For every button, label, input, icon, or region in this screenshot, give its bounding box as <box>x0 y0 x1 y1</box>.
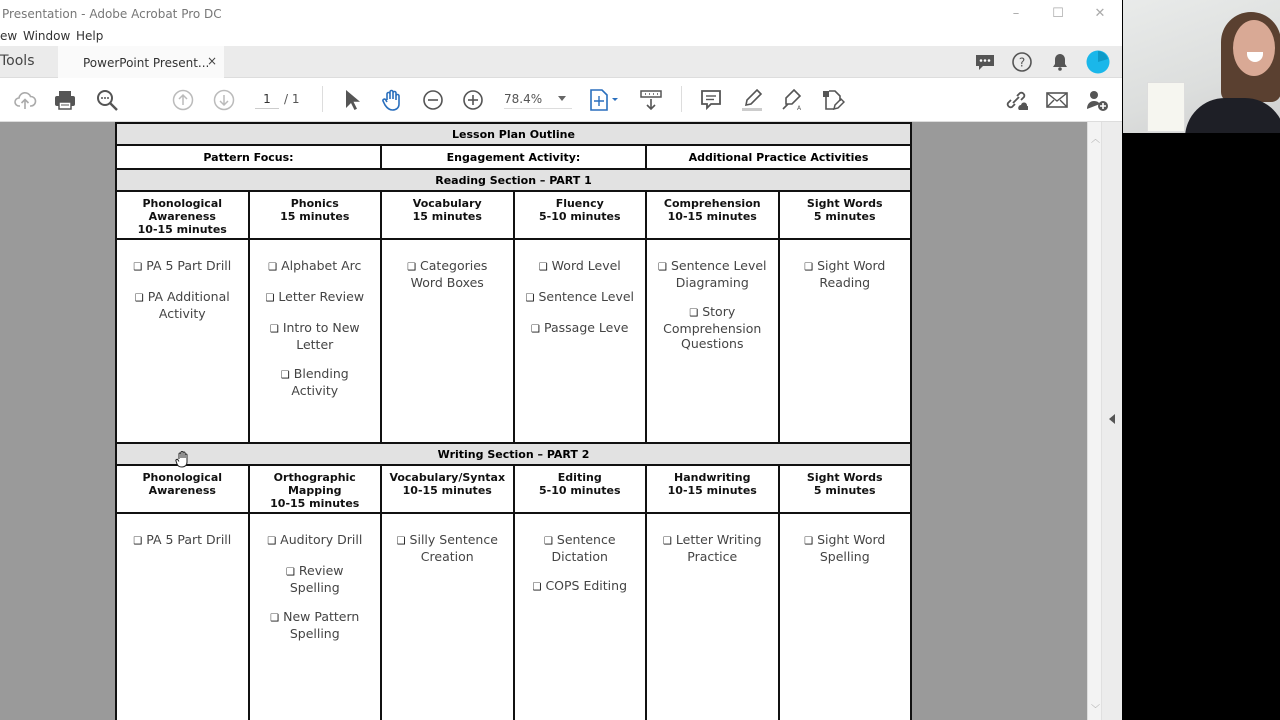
writing-items-row <box>116 513 911 720</box>
toolbar-divider <box>681 86 682 112</box>
checkbox-icon: ❑ <box>280 370 290 381</box>
select-cursor-icon[interactable] <box>340 88 364 112</box>
toolbar-divider <box>322 86 323 112</box>
engagement-activity-label: Engagement Activity: <box>381 145 646 169</box>
wall-poster <box>1147 82 1185 132</box>
column-header: Orthographic Mapping 10-15 minutes <box>249 465 382 513</box>
maximize-button[interactable]: ☐ <box>1052 6 1064 21</box>
table-title-row <box>116 123 911 145</box>
person-body <box>1185 98 1280 133</box>
svg-text:?: ? <box>1018 55 1026 70</box>
svg-text:A: A <box>797 105 802 112</box>
reading-section-heading: Reading Section – PART 1 <box>116 169 911 191</box>
webcam-video <box>1123 0 1280 133</box>
black-background <box>1123 133 1280 720</box>
zoom-in-icon[interactable] <box>461 88 485 112</box>
reading-items-row <box>116 239 911 443</box>
bell-icon[interactable] <box>1049 51 1071 73</box>
cloud-upload-icon[interactable] <box>13 88 37 112</box>
checkbox-icon: ❑ <box>134 293 144 304</box>
activity-cell <box>646 239 779 443</box>
minimize-button[interactable]: – <box>1012 6 1020 21</box>
menu-bar <box>0 28 1122 46</box>
activity-cell <box>249 239 382 443</box>
tab-tools[interactable]: Tools <box>0 53 35 69</box>
list-item: ❑ Letter Writing Practice <box>662 532 762 564</box>
activity-cell <box>116 239 249 443</box>
add-user-icon[interactable] <box>1085 88 1109 112</box>
list-item: ❑ PA Additional Activity <box>134 289 230 321</box>
list-item: ❑ Sight Word Reading <box>804 258 886 290</box>
help-icon[interactable] <box>1011 51 1033 73</box>
list-item: ❑ Passage Leve <box>531 320 629 335</box>
sign-icon[interactable] <box>780 88 804 112</box>
chevron-down-icon <box>558 96 566 101</box>
lesson-plan-table <box>115 122 912 720</box>
writing-section-heading: Writing Section – PART 2 <box>116 443 911 465</box>
email-icon[interactable] <box>1045 88 1069 112</box>
comment-icon[interactable] <box>699 88 723 112</box>
list-item: ❑ Alphabet Arc <box>268 258 362 273</box>
list-item: ❑ Intro to New Letter <box>269 320 360 352</box>
activity-cell <box>779 239 912 443</box>
print-icon[interactable] <box>53 88 77 112</box>
column-header: Vocabulary/Syntax 10-15 minutes <box>381 465 514 513</box>
list-item: ❑ Sentence Dictation <box>543 532 616 564</box>
page-total: / 1 <box>284 92 300 106</box>
tab-document[interactable] <box>58 46 224 78</box>
list-item: ❑ Categories Word Boxes <box>407 258 488 290</box>
list-item: ❑ Letter Review <box>265 289 365 304</box>
column-header: Phonological Awareness 10-15 minutes <box>116 191 249 239</box>
menu-help[interactable]: Help <box>76 29 104 43</box>
list-item: ❑ Silly Sentence Creation <box>396 532 498 564</box>
column-header: Comprehension 10-15 minutes <box>646 191 779 239</box>
column-header: Phonological Awareness <box>116 465 249 513</box>
checkbox-icon: ❑ <box>285 567 295 578</box>
checkbox-icon: ❑ <box>407 262 417 273</box>
activity-cell <box>646 513 779 720</box>
checkbox-icon: ❑ <box>804 536 814 547</box>
activity-cell <box>381 239 514 443</box>
checkbox-icon: ❑ <box>532 582 542 593</box>
list-item: ❑ Review Spelling <box>285 563 344 595</box>
checkbox-icon: ❑ <box>662 536 672 547</box>
chat-icon[interactable] <box>974 51 996 73</box>
list-item: ❑ Sight Word Spelling <box>804 532 886 564</box>
checkbox-icon: ❑ <box>657 262 667 273</box>
checkbox-icon: ❑ <box>525 293 535 304</box>
pdf-page <box>115 122 912 720</box>
column-header: Handwriting 10-15 minutes <box>646 465 779 513</box>
checkbox-icon: ❑ <box>268 262 278 273</box>
hand-tool-icon[interactable] <box>380 88 404 112</box>
scroll-mode-icon[interactable] <box>639 88 663 112</box>
activity-cell <box>514 513 647 720</box>
column-header: Sight Words 5 minutes <box>779 465 912 513</box>
highlight-icon[interactable] <box>740 88 764 112</box>
checkbox-icon: ❑ <box>538 262 548 273</box>
checkbox-icon: ❑ <box>267 536 277 547</box>
activity-cell <box>116 513 249 720</box>
activity-cell <box>381 513 514 720</box>
document-viewport[interactable] <box>0 122 1087 720</box>
reading-section-row <box>116 169 911 191</box>
menu-view[interactable]: ew <box>0 29 18 43</box>
list-item: ❑ COPS Editing <box>532 578 628 593</box>
page-down-icon[interactable] <box>212 88 236 112</box>
tab-document-label: PowerPoint Present... <box>83 56 210 70</box>
focus-row <box>116 145 911 169</box>
activity-cell <box>779 513 912 720</box>
share-link-icon[interactable] <box>1004 88 1028 112</box>
list-item: ❑ Story Comprehension Questions <box>663 304 762 351</box>
person-face <box>1233 20 1275 76</box>
activity-cell <box>514 239 647 443</box>
zoom-level-select[interactable] <box>504 92 572 109</box>
list-item: ❑ Word Level <box>538 258 621 273</box>
zoom-level-value: 78.4% <box>504 92 543 106</box>
list-item: ❑ Sentence Level <box>525 289 635 304</box>
list-item: ❑ PA 5 Part Drill <box>133 258 232 273</box>
profile-avatar[interactable] <box>1086 50 1110 74</box>
list-item: ❑ Blending Activity <box>280 366 349 398</box>
page-number-input[interactable]: 1 <box>255 92 279 109</box>
document-title: Lesson Plan Outline <box>116 123 911 145</box>
checkbox-icon: ❑ <box>804 262 814 273</box>
checkbox-icon: ❑ <box>133 536 143 547</box>
menu-window[interactable]: Window <box>23 29 71 43</box>
column-header: Phonics 15 minutes <box>249 191 382 239</box>
list-item: ❑ New Pattern Spelling <box>270 609 360 641</box>
checkbox-icon: ❑ <box>270 613 280 624</box>
column-header: Sight Words 5 minutes <box>779 191 912 239</box>
reading-header-row <box>116 191 911 239</box>
fit-page-icon[interactable] <box>588 88 622 112</box>
search-icon[interactable] <box>95 88 119 112</box>
close-window-button[interactable]: ✕ <box>1094 6 1106 21</box>
checkbox-icon: ❑ <box>531 324 540 335</box>
scroll-down-icon[interactable]: ﹀ <box>1091 705 1101 715</box>
checkbox-icon: ❑ <box>269 324 279 335</box>
scrollbar-track[interactable] <box>1087 122 1102 720</box>
checkbox-icon: ❑ <box>543 536 553 547</box>
list-item: ❑ Sentence Level Diagraming <box>657 258 767 290</box>
writing-header-row <box>116 465 911 513</box>
toolbar <box>0 78 1122 122</box>
page-up-icon[interactable] <box>171 88 195 112</box>
hand-cursor-icon <box>175 450 191 468</box>
scroll-up-icon[interactable]: ︿ <box>1091 135 1101 145</box>
checkbox-icon: ❑ <box>396 536 406 547</box>
tab-bar <box>0 46 1122 78</box>
additional-practice-label: Additional Practice Activities <box>646 145 911 169</box>
vertical-scrollbar[interactable] <box>1087 122 1122 720</box>
checkbox-icon: ❑ <box>689 308 699 319</box>
column-header: Fluency 5-10 minutes <box>514 191 647 239</box>
list-item: ❑ Auditory Drill <box>267 532 363 547</box>
writing-section-row <box>116 443 911 465</box>
list-item: ❑ PA 5 Part Drill <box>133 532 232 547</box>
column-header: Vocabulary 15 minutes <box>381 191 514 239</box>
pattern-focus-label: Pattern Focus: <box>116 145 381 169</box>
title-bar <box>0 0 1122 28</box>
edit-pdf-icon[interactable] <box>821 88 845 112</box>
zoom-out-icon[interactable] <box>421 88 445 112</box>
close-tab-icon[interactable]: × <box>207 54 218 68</box>
window-title: Presentation - Adobe Acrobat Pro DC <box>2 7 222 21</box>
activity-cell <box>249 513 382 720</box>
checkbox-icon: ❑ <box>265 293 275 304</box>
checkbox-icon: ❑ <box>133 262 143 273</box>
expand-panel-icon[interactable] <box>1109 414 1115 424</box>
column-header: Editing 5-10 minutes <box>514 465 647 513</box>
